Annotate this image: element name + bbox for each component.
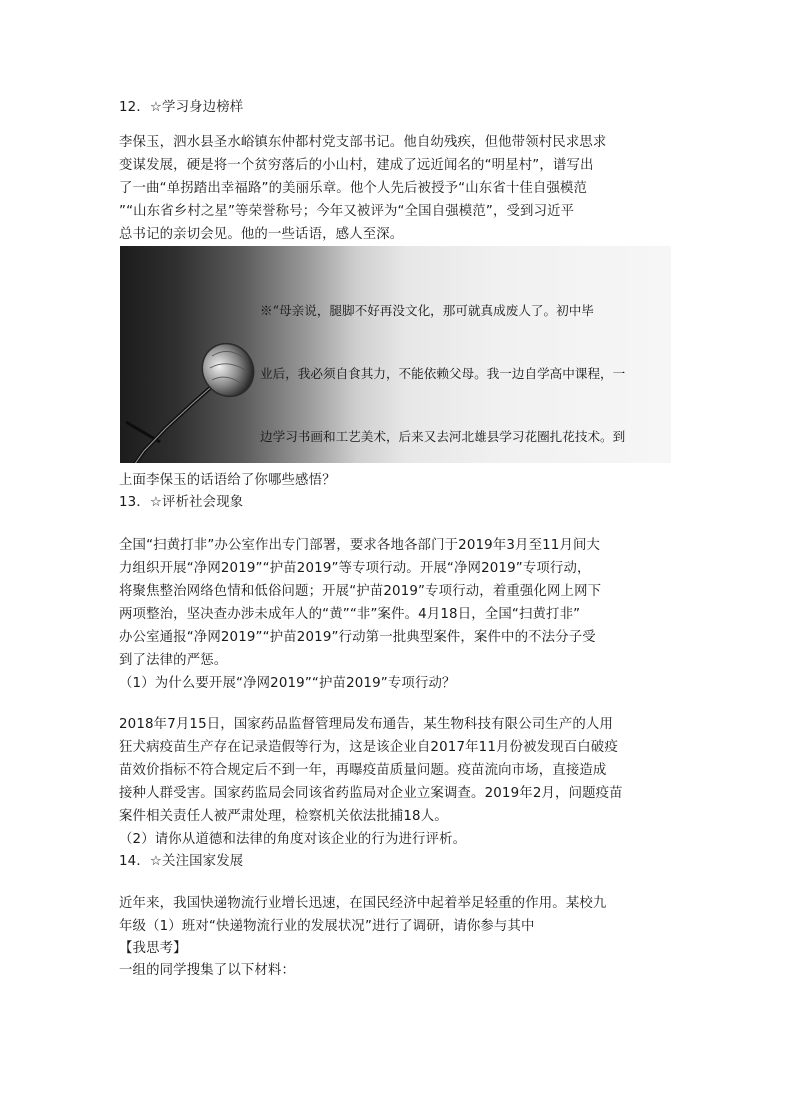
microphone-quote-photo [120,246,671,463]
paragraph-line: 案件相关责任人被严肃处理，检察机关依法批捕18人。 [119,809,448,824]
sub-question-1: （1）为什么要开展“净网2019”“护苗2019”专项行动？ [119,676,456,691]
paragraph-line: 接种人群受害。国家药监局会同该省药监局对企业立案调查。2019年2月，问题疫苗 [119,786,623,801]
paragraph-line: 了一曲“单拐踏出幸福路”的美丽乐章。他个人先后被授予“山东省十佳自强模范 [119,181,588,196]
paragraph-line: 2018年7月15日，国家药品监督管理局发布通告，某生物科技有限公司生产的人用 [119,717,613,732]
quote-line: 边学习书画和工艺美术，后来又去河北雄县学习花圈扎花技术。到 [260,429,626,444]
paragraph-line: 狂犬病疫苗生产存在记录造假等行为，这是该企业自2017年11月份被发现百白破疫 [119,740,618,755]
paragraph-line: 李保玉，泗水县圣水峪镇东仲都村党支部书记。他自幼残疾，但他带领村民求思求 [119,135,607,150]
paragraph-line: ”“山东省乡村之星”等荣誉称号；今年又被评为“全国自强模范”，受到习近平 [119,204,575,219]
paragraph-line: 年级（1）班对“快递物流行业的发展状况”进行了调研，请你参与其中 [119,919,535,934]
paragraph-line: 力组织开展“净网2019”“护苗2019”等专项行动。开展“净网2019”专项行动， [119,561,591,576]
paragraph-line: 办公室通报“净网2019”“护苗2019”行动第一批典型案件，案件中的不法分子受 [119,630,596,645]
paragraph-line: 一组的同学搜集了以下材料： [119,963,296,978]
paragraph-line: 近年来，我国快递物流行业增长迅速，在国民经济中起着举足轻重的作用。某校九 [119,896,607,911]
paragraph-line: 苗效价指标不符合规定后不到一年，再曝疫苗质量问题。疫苗流向市场，直接造成 [119,763,607,778]
question-13-heading: 13．☆评析社会现象 [119,495,244,510]
section-label: 【我思考】 [119,941,187,956]
paragraph-line: 两项整治，坚决查办涉未成年人的“黄”“非”案件。4月18日，全国“扫黄打非” [119,607,581,622]
question-14-heading: 14．☆关注国家发展 [119,854,244,869]
paragraph-line: 到了法律的严惩。 [119,653,228,668]
question-prompt: 上面李保玉的话语给了你哪些感悟？ [119,473,336,488]
paragraph-line: 总书记的亲切会见。他的一些话语，感人至深。 [119,227,404,242]
question-12-heading: 12．☆学习身边榜样 [119,100,244,115]
sub-question-2: （2）请你从道德和法律的角度对该企业的行为进行评析。 [119,832,467,847]
quote-text [260,258,660,463]
quote-line: ※“母亲说，腿脚不好再没文化，那可就真成废人了。初中毕 [260,303,594,318]
paragraph-line: 变谋发展，硬是将一个贫穷落后的小山村，建成了远近闻名的“明星村”，谱写出 [119,158,594,173]
quote-line: 业后，我必须自食其力，不能依赖父母。我一边自学高中课程，一 [260,366,626,381]
paragraph-line: 将聚焦整治网络色情和低俗问题；开展“护苗2019”专项行动，着重强化网上网下 [119,584,602,599]
paragraph-line: 全国“扫黄打非”办公室作出专门部署，要求各地各部门于2019年3月至11月间大 [119,538,601,553]
